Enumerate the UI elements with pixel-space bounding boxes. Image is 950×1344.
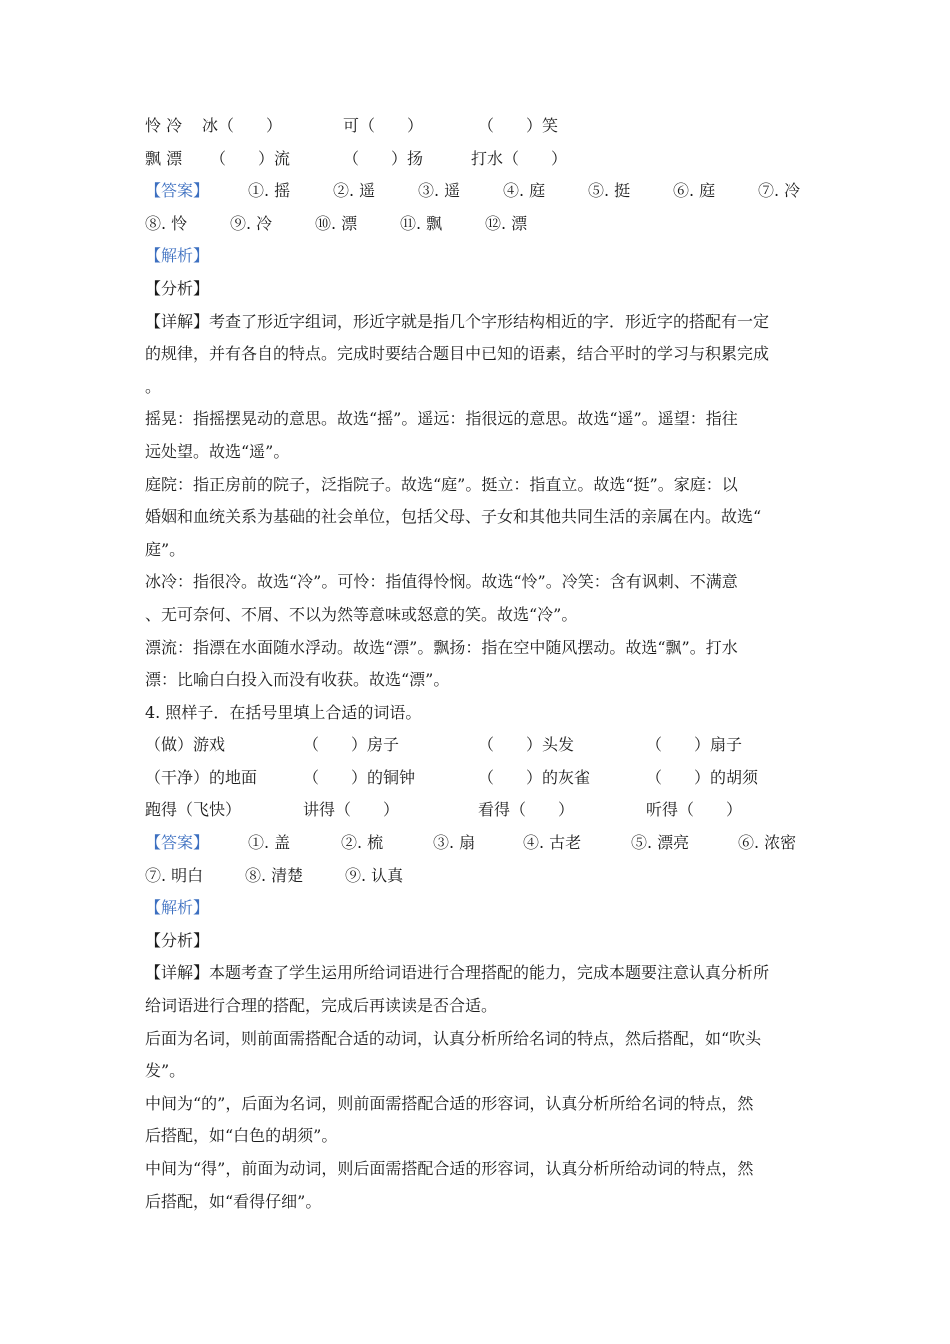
q4-detail-line: 后搭配，如“白色的胡须”。 xyxy=(145,1126,338,1146)
q3-row1-cell-3: 可（ ） xyxy=(343,116,424,135)
q3-row1-cell-1: 怜 冷 xyxy=(145,116,183,135)
q4-detail-line: 后面为名词，则前面需搭配合适的动词，认真分析所给名词的特点，然后搭配，如“吹头 xyxy=(145,1028,762,1048)
q3-detail-line: 婚姻和血统关系为基础的社会单位，包括父母、子女和其他共同生活的亲属在内。故选“ xyxy=(145,507,762,527)
q3-row2-cell-3: （ ）扬 xyxy=(343,148,424,168)
answer-item: ⑦. 明白 xyxy=(145,865,204,885)
q4-answer-line-1 xyxy=(145,827,810,860)
q4-detail-line: 【详解】本题考查了学生运用所给词语进行合理搭配的能力，完成本题要注意认真分析所 xyxy=(145,963,770,983)
answer-item: ④. 庭 xyxy=(503,181,546,201)
q3-jiexi-label: 【解析】 xyxy=(145,246,210,266)
answer-item: ③. 扇 xyxy=(433,833,476,853)
q3-detail-line: 冰冷：指很冷。故选“冷”。可怜：指值得怜悯。故选“怜”。冷笑：含有讽刺、不满意 xyxy=(145,572,738,592)
q4-row3-cell-2: 讲得（ ） xyxy=(303,800,400,820)
q4-row-3 xyxy=(145,794,810,827)
q4-row1-cell-2: （ ）房子 xyxy=(303,735,400,755)
answer-item: ⑫. 漂 xyxy=(485,213,528,233)
q4-row2-cell-3: （ ）的灰雀 xyxy=(478,767,591,787)
q3-detail-line: 漂流：指漂在水面随水浮动。故选“漂”。飘扬：指在空中随风摆动。故选“飘”。打水 xyxy=(145,637,738,657)
q3-row2-cell-4: 打水（ ） xyxy=(471,148,568,168)
answer-tag: 【答案】 xyxy=(145,181,210,201)
q4-row3-cell-3: 看得（ ） xyxy=(478,800,575,820)
q3-detail-line: 、无可奈何、不屑、不以为然等意味或怒意的笑。故选“冷”。 xyxy=(145,604,578,624)
q3-detail-line: 。 xyxy=(145,376,162,396)
answer-item: ⑧. 怜 xyxy=(145,213,188,233)
q4-answer-line-2 xyxy=(145,860,810,893)
answer-item: ②. 梳 xyxy=(341,833,384,853)
answer-item: ⑤. 挺 xyxy=(588,181,631,201)
answer-tag: 【答案】 xyxy=(145,833,210,853)
q4-detail-line: 中间为“得”，前面为动词，则后面需搭配合适的形容词，认真分析所给动词的特点，然 xyxy=(145,1159,754,1178)
q3-detail-line: 摇晃：指摇摆晃动的意思。故选“摇”。遥远：指很远的意思。故选“遥”。遥望：指往 xyxy=(145,409,738,429)
q4-row1-cell-3: （ ）头发 xyxy=(478,735,575,755)
q4-row1-cell-4: （ ）扇子 xyxy=(646,735,743,755)
answer-item: ①. 摇 xyxy=(248,181,291,201)
answer-item: ⑥. 庭 xyxy=(673,181,716,201)
answer-item: ⑤. 漂亮 xyxy=(631,833,690,853)
q3-row-1 xyxy=(145,110,810,143)
q4-row2-cell-1: （干净）的地面 xyxy=(145,767,258,787)
q3-detail-line: 远处望。故选“遥”。 xyxy=(145,441,290,461)
answer-item: ⑧. 清楚 xyxy=(245,865,304,885)
q4-row-2 xyxy=(145,762,810,795)
q3-row2-cell-2: （ ）流 xyxy=(210,148,291,168)
q3-detail-line: 庭院：指正房前的院子，泛指院子。故选“庭”。挺立：指直立。故选“挺”。家庭：以 xyxy=(145,474,738,494)
q4-row2-cell-4: （ ）的胡须 xyxy=(646,767,759,787)
document-page xyxy=(145,110,810,1218)
q4-title: 4. 照样子．在括号里填上合适的词语。 xyxy=(145,702,422,722)
q4-row-1 xyxy=(145,729,810,762)
q3-detail-line: 【详解】考查了形近字组词，形近字就是指几个字形结构相近的字．形近字的搭配有一定 xyxy=(145,311,770,331)
answer-item: ⑨. 冷 xyxy=(230,213,273,233)
q4-fenxi-label: 【分析】 xyxy=(145,930,210,950)
answer-item: ②. 遥 xyxy=(333,181,376,201)
answer-item: ⑥. 浓密 xyxy=(738,833,797,853)
answer-item: ⑦. 冷 xyxy=(758,181,801,201)
q3-detail-line: 漂：比喻白白投入而没有收获。故选“漂”。 xyxy=(145,670,450,690)
answer-item: ⑨. 认真 xyxy=(345,865,404,885)
q4-detail-line: 后搭配，如“看得仔细”。 xyxy=(145,1191,322,1211)
q4-row3-cell-1: 跑得（飞快） xyxy=(145,800,242,820)
answer-item: ①. 盖 xyxy=(248,833,291,853)
q3-detail-line: 的规律，并有各自的特点。完成时要结合题目中已知的语素，结合平时的学习与积累完成 xyxy=(145,344,770,364)
answer-item: ③. 遥 xyxy=(418,181,461,201)
q4-detail-line: 中间为“的”，后面为名词，则前面需搭配合适的形容词，认真分析所给名词的特点，然 xyxy=(145,1093,754,1113)
q3-row-2 xyxy=(145,143,810,176)
answer-item: ④. 古老 xyxy=(523,833,582,853)
q3-row1-cell-4: （ ）笑 xyxy=(478,116,559,135)
q4-row3-cell-4: 听得（ ） xyxy=(646,800,743,820)
q4-detail-line: 发”。 xyxy=(145,1061,186,1081)
q4-row1-cell-1: （做）游戏 xyxy=(145,735,226,755)
q3-fenxi-label: 【分析】 xyxy=(145,278,210,298)
q4-jiexi-label: 【解析】 xyxy=(145,898,210,918)
q3-detail-line: 庭”。 xyxy=(145,539,186,559)
q4-detail-line: 给词语进行合理的搭配，完成后再读读是否合适。 xyxy=(145,996,498,1016)
q3-row2-cell-1: 飘 漂 xyxy=(145,148,183,168)
q3-answer-line-2 xyxy=(145,208,810,241)
q3-row1-cell-2: 冰（ ） xyxy=(202,116,283,135)
answer-item: ⑩. 漂 xyxy=(315,213,358,233)
q4-row2-cell-2: （ ）的铜钟 xyxy=(303,767,416,787)
q3-answer-line-1 xyxy=(145,175,810,208)
answer-item: ⑪. 飘 xyxy=(400,213,443,233)
